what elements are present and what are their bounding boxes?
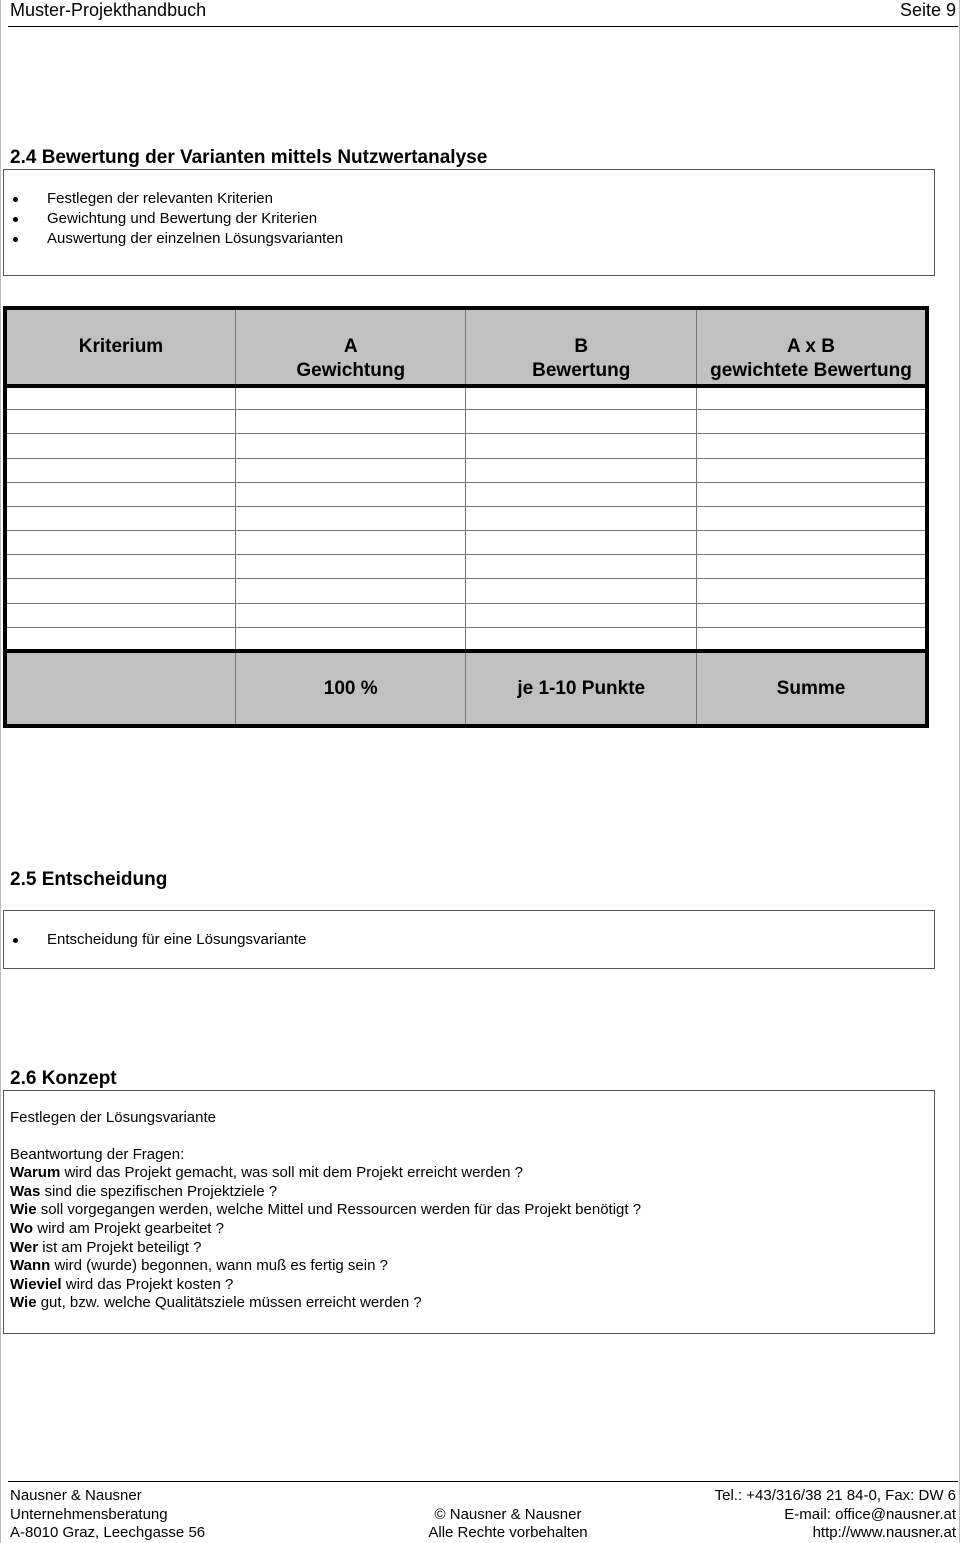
footer-cell-percent: 100 % [235, 651, 466, 726]
table-row [5, 434, 927, 458]
table-row [5, 531, 927, 555]
section-heading-2-4: 2.4 Bewertung der Varianten mittels Nutzwertanalyse [10, 147, 488, 168]
table-row [5, 555, 927, 579]
table-header-row [5, 308, 927, 386]
table-row [5, 458, 927, 482]
question-line: Wo wird am Projekt gearbeitet ? [10, 1219, 224, 1237]
table-row [5, 603, 927, 627]
concept-intro: Festlegen der Lösungsvariante [10, 1109, 216, 1126]
list-item: Festlegen der relevanten Kriterien [4, 189, 934, 209]
table-row [5, 506, 927, 530]
concept-box [3, 1090, 935, 1334]
table-footer-row [5, 651, 927, 726]
list-item: Auswertung der einzelnen Lösungsvarianten [4, 229, 934, 249]
decision-box [3, 910, 935, 969]
question-line: Warum wird das Projekt gemacht, was soll mit dem Projekt erreicht werden ? [10, 1164, 523, 1182]
questions-label: Beantwortung der Fragen: [10, 1145, 185, 1163]
question-line: Wie gut, bzw. welche Qualitätsziele müssen erreicht werden ? [10, 1294, 422, 1312]
question-line: Wie soll vorgegangen werden, welche Mittel und Ressourcen werden für das Projekt benötigt ? [10, 1201, 642, 1219]
footer-cell-empty [5, 651, 235, 726]
table-row [5, 410, 927, 434]
concept-content [4, 1091, 934, 1313]
decision-list [4, 911, 934, 950]
bullet-icon [13, 938, 18, 943]
footer-company: Nausner & Nausner Unternehmensberatung A-8010 Graz, Leechgasse 56 [10, 1487, 206, 1541]
footer-contact: Tel.: +43/316/38 21 84-0, Fax: DW 6 E-mail: office@nausner.at http://www.nausner.at [714, 1487, 956, 1541]
list-item: Gewichtung und Bewertung der Kriterien [4, 209, 934, 229]
header-cell-bewertung: B Bewertung [466, 308, 697, 386]
website-link[interactable]: http://www.nausner.at [812, 1524, 956, 1541]
question-line: Wieviel wird das Projekt kosten ? [10, 1275, 234, 1293]
footer-copyright: © Nausner & Nausner Alle Rechte vorbehalten [428, 1505, 588, 1541]
bullet-icon [13, 237, 18, 242]
email-link[interactable]: E-mail: office@nausner.at [784, 1505, 956, 1523]
page-number: Seite 9 [899, 0, 956, 20]
section-heading-2-6: 2.6 Konzept [10, 1068, 117, 1089]
question-line: Wann wird (wurde) begonnen, wann muß es fertig sein ? [10, 1257, 388, 1275]
page-header [8, 0, 958, 27]
table-row [5, 482, 927, 506]
question-line: Was sind die spezifischen Projektziele ? [10, 1182, 278, 1200]
table-row [5, 579, 927, 603]
bullet-icon [13, 217, 18, 222]
table-row [5, 627, 927, 651]
utility-analysis-table [3, 306, 929, 728]
criteria-box [3, 169, 935, 276]
question-line: Wer ist am Projekt beteiligt ? [10, 1238, 202, 1256]
document-title: Muster-Projekthandbuch [10, 0, 207, 20]
footer-cell-points: je 1-10 Punkte [466, 651, 697, 726]
bullet-icon [13, 197, 18, 202]
section-heading-2-5: 2.5 Entscheidung [10, 869, 168, 890]
header-cell-gewichtung: A Gewichtung [235, 308, 466, 386]
criteria-list [4, 170, 934, 249]
list-item: Entscheidung für eine Lösungsvariante [4, 930, 934, 950]
table-row [5, 386, 927, 410]
footer-cell-sum: Summe [696, 651, 927, 726]
header-cell-kriterium: Kriterium [5, 308, 235, 386]
header-cell-gewichtete-bewertung: A x B gewichtete Bewertung [696, 308, 927, 386]
page-footer [8, 1481, 958, 1541]
